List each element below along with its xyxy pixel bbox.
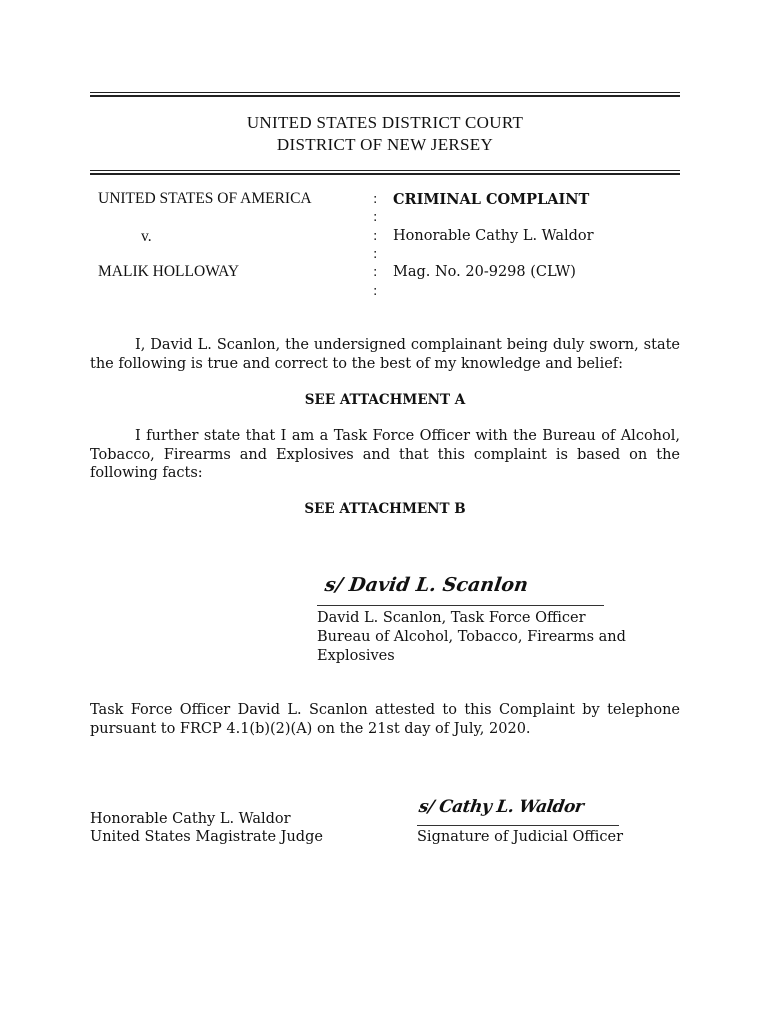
judge-name: Honorable Cathy L. Waldor [393,228,594,244]
judge-title: United States Magistrate Judge [90,829,323,845]
complainant-agency-continued: Explosives [317,648,395,664]
complaint-paragraph-2: I further state that I am a Task Force Officer with the Bureau of Alcohol, Tobacco, Firearms and Explosives and that this complaint is based on the following facts: [90,428,680,481]
attachment-a-heading: SEE ATTACHMENT A [304,392,466,408]
complainant-name-title: David L. Scanlon, Task Force Officer [317,610,586,626]
caption-colon: : [373,265,378,280]
caption-colon: : [373,210,378,225]
caption-colon: : [373,284,378,299]
judicial-signature: s/ Cathy L. Waldor [417,797,585,817]
complainant-signature: s/ David L. Scanlon [323,574,530,596]
caption-colon: : [373,247,378,262]
court-district: DISTRICT OF NEW JERSEY [276,135,494,154]
caption-colon: : [373,229,378,244]
defendant-name: MALIK HOLLOWAY [98,263,240,280]
header-double-rule [90,170,680,175]
signature-label: Signature of Judicial Officer [417,829,624,845]
magistrate-number: Mag. No. 20-9298 (CLW) [393,264,576,280]
court-name: UNITED STATES DISTRICT COURT [246,113,524,132]
attestation-paragraph: Task Force Officer David L. Scanlon attested to this Complaint by telephone pursuant to FRCP 4.1(b)(2)(A) on the 21st day of July, 2020. [90,702,680,737]
attachment-b-heading: SEE ATTACHMENT B [304,501,466,517]
top-double-rule [90,92,680,97]
judicial-signature-line [417,825,619,826]
document-type: CRIMINAL COMPLAINT [393,191,590,208]
caption-colon: : [373,192,378,207]
judge-signature-name: Honorable Cathy L. Waldor [90,811,291,827]
versus-label: v. [141,228,152,245]
complainant-signature-line [317,605,604,606]
complaint-paragraph-1: I, David L. Scanlon, the undersigned complainant being duly sworn, state the following is true and correct to the best of my knowledge and belief: [90,337,680,372]
plaintiff-name: UNITED STATES OF AMERICA [98,190,312,207]
complainant-agency: Bureau of Alcohol, Tobacco, Firearms and [317,629,626,645]
